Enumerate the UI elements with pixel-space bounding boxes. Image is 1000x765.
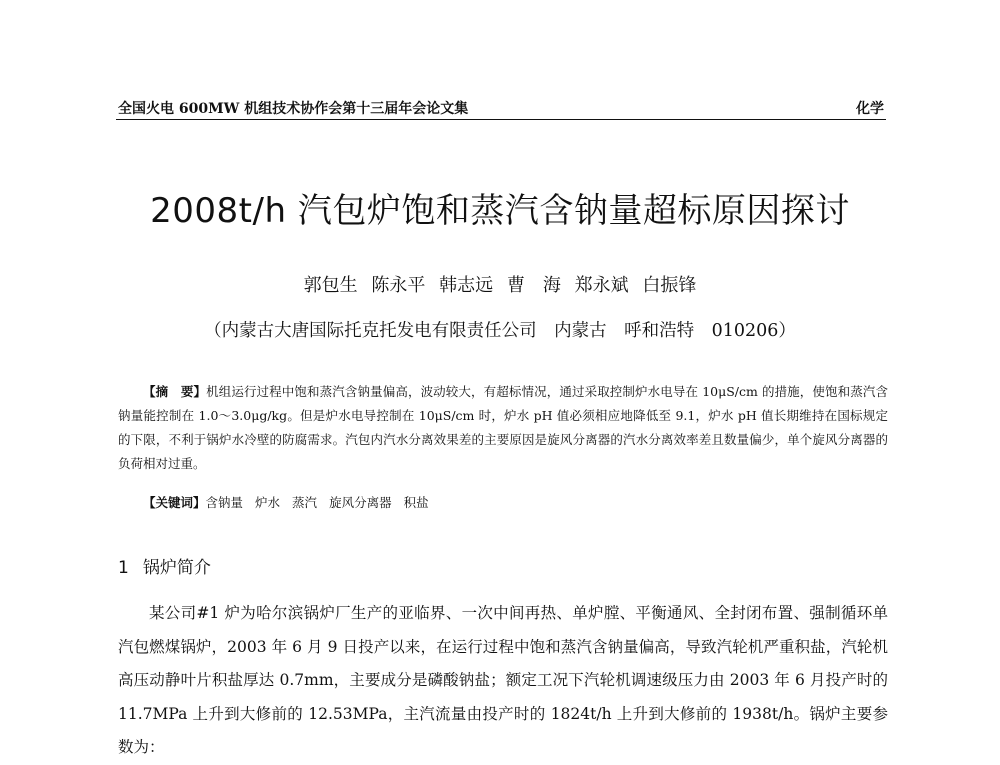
author-name: 白振锋 <box>642 275 697 296</box>
keyword: 旋风分离器 <box>329 495 392 510</box>
running-header <box>118 98 884 120</box>
header-divider <box>116 119 886 120</box>
keywords-label: 【关键词】 <box>143 495 206 510</box>
author-name: 陈永平 <box>371 275 426 296</box>
header-section-label: 化学 <box>856 101 884 117</box>
abstract <box>118 380 888 476</box>
header-proceedings-title: 全国火电 600MW 机组技术协作会第十三届年会论文集 <box>118 101 469 117</box>
author-name: 曹 海 <box>506 275 561 296</box>
keyword: 蒸汽 <box>292 495 318 510</box>
author-affiliation: （内蒙古大唐国际托克托发电有限责任公司 内蒙古 呼和浩特 010206） <box>204 321 796 341</box>
author-name: 韩志远 <box>439 275 494 296</box>
section-title: 锅炉简介 <box>142 558 211 578</box>
keyword: 炉水 <box>255 495 281 510</box>
keyword: 含钠量 <box>205 495 244 510</box>
keywords <box>118 493 888 511</box>
keyword: 积盐 <box>403 495 429 510</box>
paper-title: 2008t/h 汽包炉饱和蒸汽含钠量超标原因探讨 <box>150 191 850 231</box>
section-number: 1 <box>118 558 129 578</box>
body-paragraph: 某公司#1 炉为哈尔滨锅炉厂生产的亚临界、一次中间再热、单炉膛、平衡通风、全封闭布置、强制循环单汽包燃煤锅炉，2003 年 6 月 9 日投产以来，在运行过程中饱和蒸汽含钠量偏高，导致汽轮机严重积盐，汽轮机高压动静叶片积盐厚达 0.7mm，主要成分是磷酸钠盐；额定工况下汽轮机调速级压力由 2003 年 6 月投产时的 11.7MPa 上升到大修前的 12.53MPa，主汽流量由投产时的 1824t/h 上升到大修前的 1938t/h。锅炉主要参数为： <box>118 604 888 756</box>
abstract-text: 机组运行过程中饱和蒸汽含钠量偏高，波动较大，有超标情况，通过采取控制炉水电导在 10μS/cm 的措施，使饱和蒸汽含钠量能控制在 1.0～3.0μg/kg。但是炉水电导控制在 10μS/cm 时，炉水 pH 值必须相应地降低至 9.1，炉水 pH 值长期维持在国标规定的下限，不利于锅炉水冷壁的防腐需求。汽包内汽水分离效果差的主要原因是旋风分离器的汽水分离效率差且数量偏少，单个旋风分离器的负荷相对过重。 <box>118 384 888 471</box>
author-name: 郭包生 <box>303 275 358 296</box>
section-heading <box>118 553 211 578</box>
author-name: 郑永斌 <box>574 275 629 296</box>
abstract-label: 【摘 要】 <box>143 384 207 399</box>
author-list <box>0 271 1000 297</box>
